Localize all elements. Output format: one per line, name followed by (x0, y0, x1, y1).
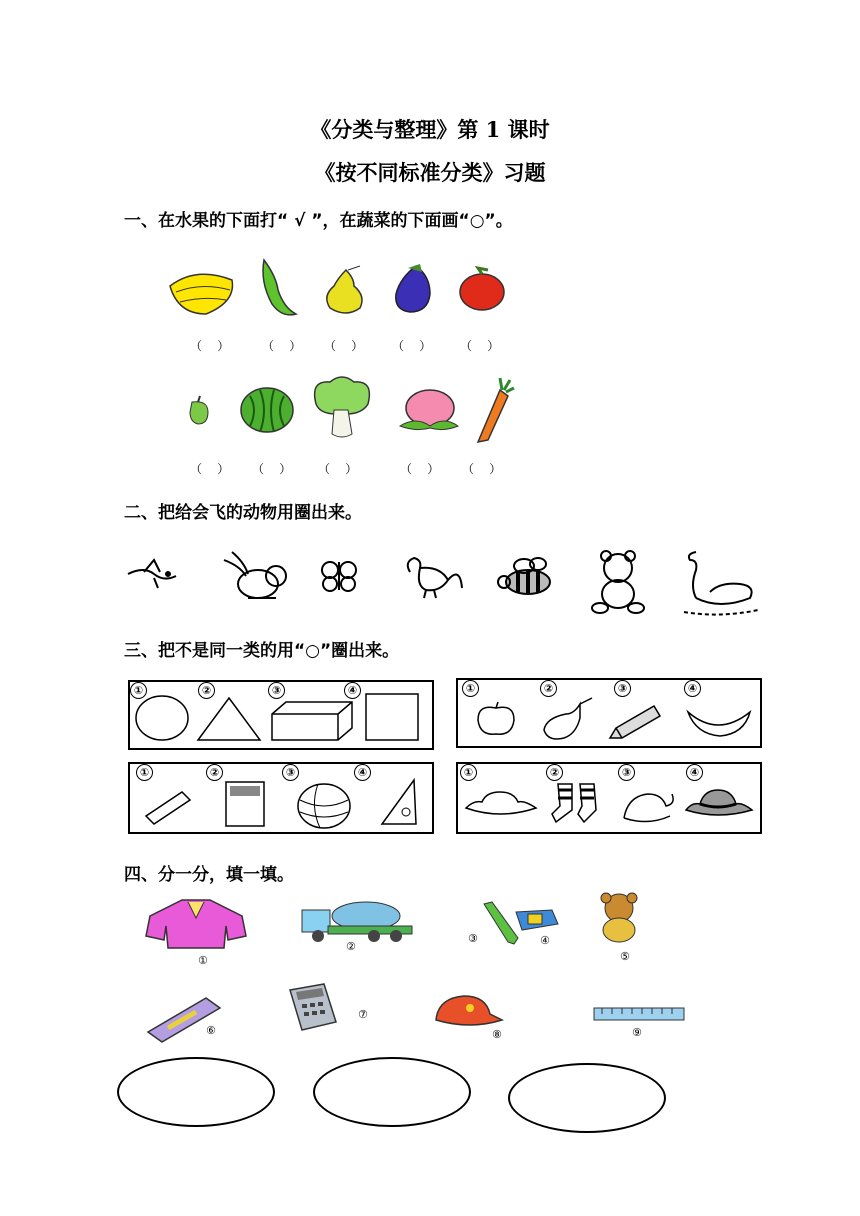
rooster-icon[interactable] (400, 552, 466, 600)
straw-hat-icon[interactable] (684, 786, 754, 822)
answer-oval-3[interactable] (508, 1063, 666, 1133)
option-mark: ③ (614, 680, 631, 697)
option-mark: ① (462, 680, 479, 697)
question-1: 一、在水果的下面打“ √ ”，在蔬菜的下面画“○”。 (124, 211, 513, 231)
pear-icon (320, 264, 368, 316)
swan-icon[interactable] (680, 546, 760, 618)
option-mark: ② (198, 682, 215, 699)
answer-blank[interactable]: （ ） (324, 339, 364, 353)
item-number: ① (198, 954, 208, 967)
hat-icon[interactable] (464, 790, 538, 820)
option-mark: ② (206, 764, 223, 781)
answer-blank[interactable]: （ ） (392, 339, 432, 353)
bird-icon[interactable] (124, 556, 180, 592)
square-shape-icon[interactable] (364, 692, 420, 742)
option-mark: ① (136, 764, 153, 781)
set-square-icon[interactable] (378, 778, 420, 826)
item-number: ⑨ (632, 1026, 642, 1039)
banana-outline-icon[interactable] (684, 706, 754, 740)
peach-icon (396, 386, 462, 434)
question-4: 四、分一分，填一填。 (124, 865, 294, 885)
teddy-bear-color-icon (594, 890, 644, 946)
answer-oval-1[interactable] (117, 1057, 275, 1127)
answer-blank[interactable]: （ ） (190, 339, 230, 353)
eggplant-icon (390, 256, 436, 316)
answer-blank[interactable]: （ ） (252, 462, 292, 476)
option-mark: ③ (618, 764, 635, 781)
option-mark: ① (130, 682, 147, 699)
option-mark: ④ (686, 764, 703, 781)
question-3: 三、把不是同一类的用“○”圈出来。 (124, 641, 400, 661)
pear-outline-icon[interactable] (540, 696, 600, 742)
option-mark: ② (540, 680, 557, 697)
banana-icon (166, 262, 240, 318)
item-number: ③ (468, 932, 478, 945)
sharpener-icon (512, 906, 562, 934)
answer-blank[interactable]: （ ） (318, 462, 358, 476)
option-mark: ④ (354, 764, 371, 781)
cement-truck-icon (300, 896, 414, 944)
apple-icon[interactable] (474, 700, 518, 738)
pencil-case-icon (144, 994, 224, 1046)
item-number: ⑥ (206, 1024, 216, 1037)
question-2: 二、把给会飞的动物用圈出来。 (124, 503, 362, 523)
ruler-icon[interactable] (142, 790, 192, 826)
page-subtitle: 《按不同标准分类》习题 (314, 160, 546, 185)
answer-blank[interactable]: （ ） (400, 462, 440, 476)
option-mark: ② (546, 764, 563, 781)
rabbit-icon[interactable] (218, 546, 292, 604)
knit-cap-icon[interactable] (620, 786, 676, 826)
cabbage-icon (306, 374, 378, 442)
jacket-icon (142, 896, 250, 950)
item-number: ④ (540, 934, 550, 947)
item-number: ⑦ (358, 1008, 368, 1021)
cuboid-shape-icon[interactable] (270, 700, 354, 742)
watermelon-icon (238, 382, 296, 434)
ball-icon[interactable] (296, 782, 352, 830)
item-number: ② (346, 940, 356, 953)
teddy-bear-icon[interactable] (584, 548, 652, 616)
option-mark: ④ (344, 682, 361, 699)
page-title: 《分类与整理》第 1 课时 (310, 117, 550, 142)
option-mark: ③ (282, 764, 299, 781)
answer-oval-2[interactable] (313, 1057, 471, 1127)
answer-blank[interactable]: （ ） (262, 339, 302, 353)
butterfly-icon[interactable] (318, 556, 360, 594)
option-mark: ① (460, 764, 477, 781)
notebook-icon[interactable] (222, 778, 268, 828)
item-number: ⑧ (492, 1028, 502, 1041)
carrot-icon (470, 376, 514, 446)
tomato-icon (458, 264, 508, 312)
cucumber-icon (256, 256, 300, 320)
green-pepper-icon (186, 394, 212, 426)
triangle-shape-icon[interactable] (196, 696, 262, 742)
pencil-icon[interactable] (606, 702, 664, 742)
answer-blank[interactable]: （ ） (190, 462, 230, 476)
option-mark: ③ (268, 682, 285, 699)
item-number: ⑤ (620, 950, 630, 963)
ruler-blue-icon (592, 1006, 686, 1024)
option-mark: ④ (684, 680, 701, 697)
circle-shape-icon[interactable] (134, 694, 190, 742)
bee-icon[interactable] (494, 556, 556, 604)
socks-icon[interactable] (548, 780, 606, 826)
answer-blank[interactable]: （ ） (462, 462, 502, 476)
calculator-icon (286, 982, 342, 1032)
answer-blank[interactable]: （ ） (460, 339, 500, 353)
